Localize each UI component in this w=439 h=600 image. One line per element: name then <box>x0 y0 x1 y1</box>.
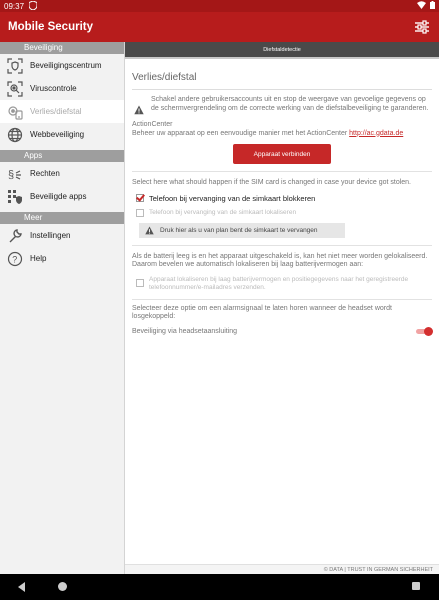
wrench-icon <box>6 227 24 245</box>
sim-locate-option <box>136 209 432 217</box>
protected-apps-icon <box>6 188 24 206</box>
toggle-knob <box>424 327 433 336</box>
status-time: 09:37 <box>4 1 25 11</box>
action-center-text: Beheer uw apparaat op een eenvoudige manier met het ActionCenter <box>132 129 348 137</box>
shield-notification-icon <box>29 1 37 12</box>
sidebar-item-label: Instellingen <box>30 231 71 240</box>
warning-text: Schakel andere gebruikersaccounts uit en stop de weergave van gevoelige gegevens op de schermvergrendeling om de correcte werking van de diefstalbeveiliging te garanderen. <box>151 96 429 112</box>
svg-text:§: § <box>8 168 15 181</box>
action-center-link[interactable]: http://ac.gdata.de <box>349 129 404 137</box>
battery-prompt: Als de batterij leeg is en het apparaat uitgeschakeld is, kan het niet meer worden gelokaliseerd. Daarom bevelen we automatisch lokaliseren bij laag batterijvermogen aan: <box>132 252 428 268</box>
headset-toggle[interactable] <box>416 327 432 336</box>
globe-icon <box>6 126 24 144</box>
svg-text:?: ? <box>12 254 18 264</box>
status-bar <box>0 0 439 12</box>
app-title: Mobile Security <box>8 21 93 33</box>
action-center-label: ActionCenter <box>132 121 173 128</box>
divider <box>132 171 432 172</box>
title-divider <box>132 89 432 90</box>
sidebar-item-label: Rechten <box>30 169 60 178</box>
sidebar-item-label: Verlies/diefstal <box>30 107 82 116</box>
main-content <box>125 42 439 574</box>
home-icon[interactable] <box>58 582 67 591</box>
sliders-settings-icon[interactable] <box>413 18 431 36</box>
sidebar <box>0 42 125 574</box>
warning-notice <box>132 96 432 113</box>
security-center-icon <box>6 57 24 75</box>
back-icon[interactable] <box>18 582 25 592</box>
action-center-block <box>132 121 432 138</box>
permissions-icon <box>6 165 24 183</box>
sidebar-item-label: Beveiligde apps <box>30 192 87 201</box>
sidebar-item-instellingen[interactable] <box>0 224 124 247</box>
sidebar-item-beveiligde-apps[interactable] <box>0 185 124 208</box>
headset-label: Beveiliging via headsetaansluiting <box>132 327 238 335</box>
divider <box>132 299 432 300</box>
action-center-description <box>132 130 432 139</box>
sidebar-item-webbeveiliging[interactable] <box>0 123 124 146</box>
section-header-meer: Meer <box>0 212 124 224</box>
recent-apps-icon[interactable] <box>412 582 420 590</box>
sim-block-checkbox[interactable] <box>136 194 144 202</box>
sidebar-item-help[interactable] <box>0 247 124 270</box>
app-bar <box>0 12 439 42</box>
header-divider <box>125 57 439 59</box>
help-icon <box>6 250 24 268</box>
section-header-beveiliging: Beveiliging <box>0 42 124 54</box>
battery-locate-option <box>136 276 432 292</box>
warning-icon <box>134 102 144 112</box>
tab-diefstaldetectie[interactable]: Diefstaldetectie <box>125 42 439 57</box>
connect-device-button[interactable]: Apparaat verbinden <box>233 144 331 164</box>
page-title: Verlies/diefstal <box>132 72 197 83</box>
sim-block-option[interactable] <box>136 194 432 203</box>
sim-prompt: Select here what should happen if the SIM card is changed in case your device got stolen. <box>132 179 412 186</box>
sidebar-item-label: Help <box>30 254 47 263</box>
sidebar-item-label: Webbeveiliging <box>30 130 85 139</box>
virus-scan-icon <box>6 80 24 98</box>
system-nav-bar <box>0 574 439 600</box>
sidebar-item-beveiligingscentrum[interactable] <box>0 54 124 77</box>
sim-locate-checkbox <box>136 209 144 217</box>
divider <box>132 245 432 246</box>
sim-locate-label: Telefoon bij vervanging van de simkaart lokaliseren <box>149 209 297 216</box>
sidebar-item-verlies-diefstal[interactable] <box>0 100 124 123</box>
sim-block-label: Telefoon bij vervanging van de simkaart blokkeren <box>149 193 316 203</box>
sidebar-item-viruscontrole[interactable] <box>0 77 124 100</box>
battery-locate-label: Apparaat lokaliseren bij laag batterijvermogen en positiegegevens naar het geregistreerde telefoonnummer/e-mailadres verzenden. <box>149 275 409 291</box>
sim-replace-label: Druk hier als u van plan bent de simkaart te vervangen <box>160 226 318 234</box>
wifi-icon <box>417 1 426 11</box>
section-header-apps: Apps <box>0 150 124 162</box>
footer: © DATA | TRUST IN GERMAN SICHERHEIT <box>125 564 439 574</box>
sidebar-item-label: Beveiligingscentrum <box>30 61 102 70</box>
lost-device-icon <box>6 103 24 121</box>
sim-replace-button[interactable] <box>139 223 345 238</box>
battery-icon <box>430 1 435 11</box>
sidebar-item-label: Viruscontrole <box>30 84 77 93</box>
warning-icon <box>145 226 154 235</box>
headset-option[interactable] <box>132 327 432 336</box>
headset-prompt: Selecteer deze optie om een alarmsignaal te laten horen wanneer de headset wordt losgekoppeld: <box>132 304 392 320</box>
sidebar-item-rechten[interactable] <box>0 162 124 185</box>
battery-locate-checkbox <box>136 279 144 287</box>
